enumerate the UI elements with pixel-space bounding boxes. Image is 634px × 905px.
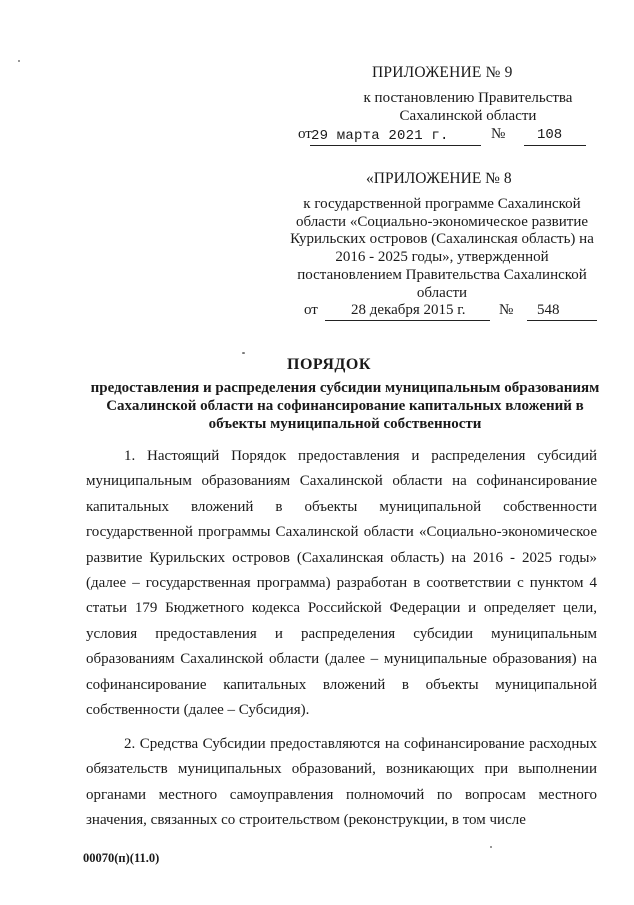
appendix-9-line-2: Сахалинской области — [399, 108, 537, 124]
date-prefix: от — [298, 126, 312, 142]
date-underline — [325, 320, 490, 321]
appendix-8-number: 548 — [537, 302, 560, 318]
date-prefix: от — [304, 302, 318, 318]
appendix-9-line-1: к постановлению Правительства — [363, 90, 573, 106]
document-subtitle: предоставления и распределения субсидии муниципальным образованиям Сахалинской области на софинансирование капитальных вложений в объекты муниципальной собственности — [90, 380, 600, 432]
scan-speck — [490, 846, 492, 848]
number-sign: № — [499, 302, 514, 318]
appendix-9-title: ПРИЛОЖЕНИЕ № 9 — [372, 64, 513, 81]
appendix-9-date: 29 марта 2021 г. — [311, 128, 449, 144]
appendix-9-number: 108 — [537, 127, 563, 143]
scan-speck — [242, 352, 245, 354]
number-underline — [527, 320, 597, 321]
appendix-8-text: к государственной программе Сахалинской области «Социально-экономическое развитие Курильских островов (Сахалинская область) на 2016 - 2025 годы», утвержденной постановлением Правительства Сахалинской области — [290, 196, 594, 301]
number-underline — [524, 145, 586, 146]
appendix-8-title: «ПРИЛОЖЕНИЕ № 8 — [366, 170, 512, 187]
paragraph-2 — [86, 732, 597, 834]
appendix-9-date-row — [298, 124, 598, 146]
date-underline — [310, 145, 481, 146]
document-title: ПОРЯДОК — [287, 356, 371, 373]
paragraph-1 — [86, 444, 597, 723]
appendix-8-date: 28 декабря 2015 г. — [351, 302, 466, 318]
form-code: 00070(п)(11.0) — [83, 851, 160, 865]
number-sign: № — [491, 126, 506, 142]
appendix-8-date-row — [299, 300, 599, 322]
paragraph-1-text: 1. Настоящий Порядок предоставления и распределения субсидий муниципальным образованиям Сахалинской области на софинансирование капитальных вложений в объекты муниципальной собственности государственной программы Сахалинской области «Социально-экономическое развитие Курильских островов (Сахалинская область) на 2016 - 2025 годы» (далее – государственная программа) разработан в соответствии с пунктом 4 статьи 179 Бюджетного кодекса Российской Федерации и определяет цели, условия предоставления и распределения субсидии муниципальным образованиям Сахалинской области (далее – муниципальные образования) на софинансирование капитальных вложений в объекты муниципальной собственности (далее – Субсидия). — [86, 448, 597, 719]
scan-speck — [18, 60, 20, 62]
paragraph-2-text: 2. Средства Субсидии предоставляются на софинансирование расходных обязательств муниципальных образований, возникающих при выполнении органами местного самоуправления полномочий по вопросам местного значения, связанных со строительством (реконструкции, в том числе — [86, 736, 597, 829]
